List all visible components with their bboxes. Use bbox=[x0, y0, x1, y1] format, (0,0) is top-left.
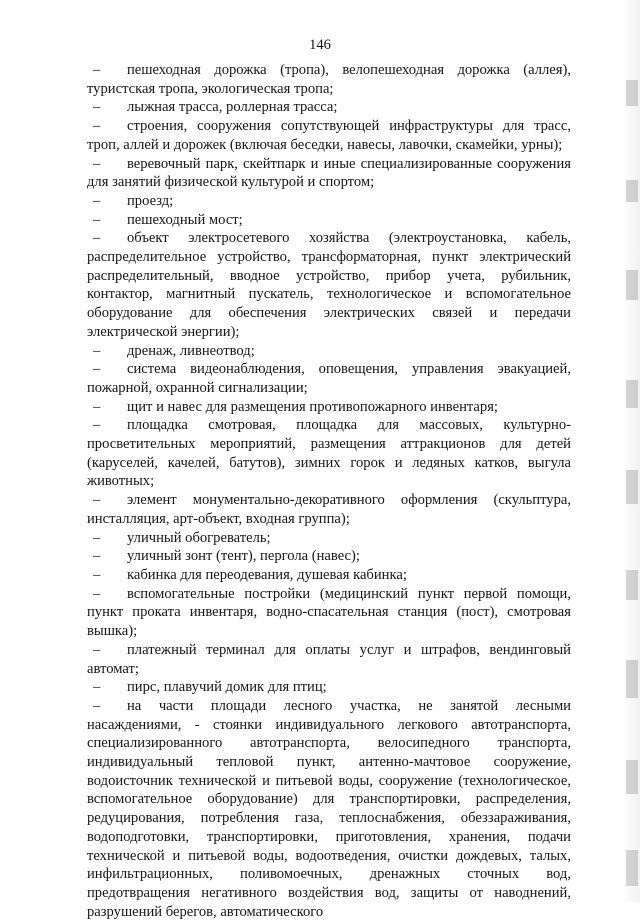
list-item-text: щит и навес для размещения противопожарного инвентаря; bbox=[127, 398, 498, 415]
list-item bbox=[87, 192, 571, 211]
scan-artifact bbox=[626, 270, 638, 300]
list-item bbox=[87, 211, 571, 230]
list-item-text: лыжная трасса, роллерная трасса; bbox=[127, 99, 338, 116]
scan-edge-shadow bbox=[622, 0, 640, 902]
list-item-text: система видеонаблюдения, оповещения, управления эвакуацией, пожарной, охранной сигнализации; bbox=[87, 361, 571, 396]
list-item-text: пирс, плавучий домик для птиц; bbox=[127, 679, 327, 696]
list-item bbox=[87, 155, 571, 192]
list-dash: – bbox=[93, 548, 101, 565]
list-item bbox=[87, 678, 571, 697]
list-item bbox=[87, 117, 571, 154]
list-item-text: веревочный парк, скейтпарк и иные специализированные сооружения для занятий физической культурой и спортом; bbox=[87, 155, 571, 191]
list-dash: – bbox=[93, 211, 101, 228]
list-item bbox=[87, 229, 571, 341]
list-dash: – bbox=[93, 679, 101, 696]
list-item-text: площадка смотровая, площадка для массовых, культурно-просветительных мероприятий, размещения аттракционов для детей (каруселей, качелей, батутов), зимних горок и ледяных катков, выгула животных; bbox=[87, 417, 571, 490]
list-item-text: кабинка для переодевания, душевая кабинка; bbox=[127, 566, 407, 583]
list-item bbox=[87, 398, 571, 417]
scan-artifact bbox=[626, 570, 638, 600]
list-item-text: строения, сооружения сопутствующей инфраструктуры для трасс, троп, аллей и дорожек (включая беседки, навесы, лавочки, скамейки, урны); bbox=[87, 118, 571, 153]
list-dash: – bbox=[93, 529, 101, 546]
list-item bbox=[87, 360, 571, 397]
scan-artifact bbox=[626, 470, 638, 504]
list-dash: – bbox=[93, 417, 101, 434]
list-dash: – bbox=[93, 118, 101, 135]
list-item-text: платежный терминал для оплаты услуг и штрафов, вендинговый автомат; bbox=[87, 641, 571, 677]
list-dash: – bbox=[93, 697, 101, 714]
list-item-text: проезд; bbox=[127, 192, 174, 209]
scan-artifact bbox=[626, 760, 638, 794]
list-item bbox=[87, 98, 571, 117]
list-item bbox=[87, 61, 571, 98]
list-dash: – bbox=[93, 492, 101, 509]
list-item-text: элемент монументально-декоративного оформления (скульптура, инсталляция, арт-объект, входная группа); bbox=[87, 492, 571, 527]
list-item-text: вспомогательные постройки (медицинский пункт первой помощи, пункт проката инвентаря, водно-спасательная станция (пост), смотровая вышка); bbox=[87, 585, 571, 640]
scan-artifact bbox=[626, 80, 638, 106]
list-dash: – bbox=[93, 62, 101, 78]
list-item bbox=[87, 342, 571, 361]
list-item bbox=[87, 566, 571, 585]
list-dash: – bbox=[93, 155, 101, 172]
list-dash: – bbox=[93, 342, 101, 359]
list-item-text: на части площади лесного участка, не занятой лесными насаждениями, - стоянки индивидуального легкового автотранспорта, специализированного автотранспорта, велосипедного транспорта, индивидуальный тепловой пункт, антенно-мачтовое сооружение, водоисточник технической и питьевой воды, сооружение (технологическое, вспомогательное оборудование) для транспортировки, распределения, редуцирования, потребления газа, теплоснабжения, обеззараживания, водоподготовки, транспортировки, приготовления, хранения, подачи технической и питьевой воды, водоотведения, очистки дождевых, талых, инфильтрационных, поливомоечных, дренажных сточных вод, предотвращения негативного воздействия вод, защиты от наводнений, разрушений берегов, автоматического bbox=[87, 697, 571, 920]
list-item bbox=[87, 547, 571, 566]
list-dash: – bbox=[93, 99, 101, 116]
scan-artifact bbox=[626, 180, 638, 202]
document-body bbox=[87, 61, 571, 921]
list-item bbox=[87, 416, 571, 491]
list-item bbox=[87, 641, 571, 678]
list-item bbox=[87, 491, 571, 528]
list-dash: – bbox=[93, 585, 101, 602]
list-item-text: объект электросетевого хозяйства (электроустановка, кабель, распределительное устройство, трансформаторная, пункт электрический распределительный, вводное устройство, прибор учета, рубильник, контактор, магнитный пускатель, технологическое и вспомогательное оборудование для обеспечения электрических связей и передачи электрической энергии); bbox=[87, 230, 571, 340]
scan-artifact bbox=[626, 380, 638, 408]
list-dash: – bbox=[93, 566, 101, 583]
scan-artifact bbox=[626, 850, 638, 886]
list-item-text: уличный зонт (тент), пергола (навес); bbox=[127, 548, 360, 565]
list-item bbox=[87, 697, 571, 921]
list-item bbox=[87, 529, 571, 548]
scan-artifact bbox=[626, 660, 638, 698]
list-item-text: пешеходный мост; bbox=[127, 211, 243, 228]
list-item-text: дренаж, ливнеотвод; bbox=[127, 342, 255, 359]
list-dash: – bbox=[93, 398, 101, 415]
page-number: 146 bbox=[309, 37, 331, 53]
list-dash: – bbox=[93, 361, 101, 378]
list-dash: – bbox=[93, 192, 101, 209]
list-dash: – bbox=[93, 641, 101, 658]
list-item-text: уличный обогреватель; bbox=[127, 529, 271, 546]
list-item-text: пешеходная дорожка (тропа), велопешеходная дорожка (аллея), туристская тропа, экологическая тропа; bbox=[87, 62, 571, 97]
list-dash: – bbox=[93, 230, 101, 247]
list-item bbox=[87, 585, 571, 641]
